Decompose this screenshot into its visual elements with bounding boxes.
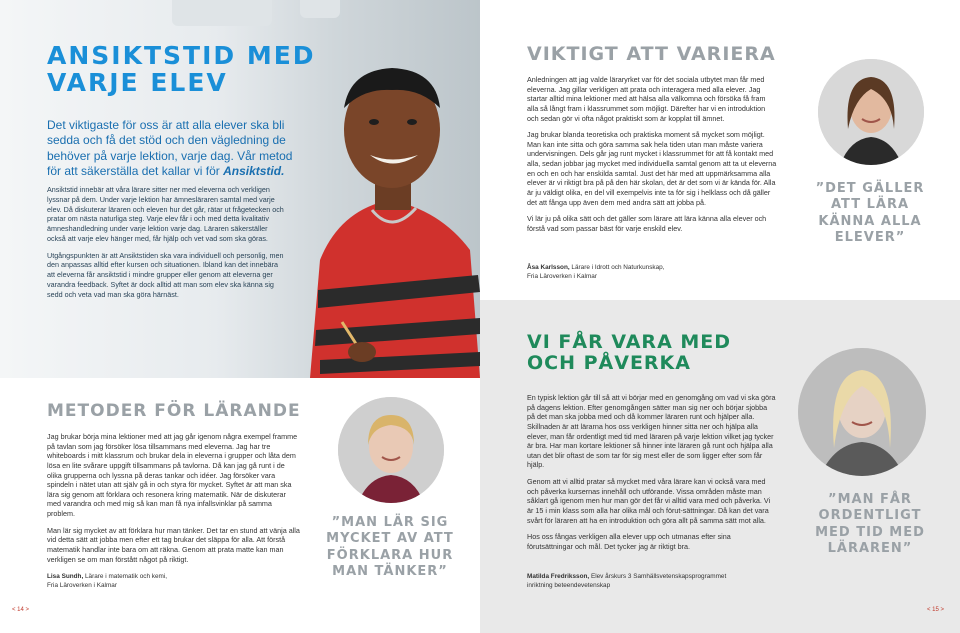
section-text — [527, 393, 777, 559]
student-portrait — [798, 348, 926, 476]
teacher-portrait — [338, 397, 444, 503]
signature-name: Lisa Sundh, — [47, 573, 84, 580]
signature-school: Fria Läroverken i Kalmar — [527, 272, 597, 280]
quote-line: KÄNNA ALLA — [818, 213, 922, 229]
paragraph: Ansiktstid innebär att våra lärare sitter ner med eleverna och verkligen lyssnar på dem. Under varje lektion har ämnesläraren samtal med varje elev. Då diskuterar läraren och eleven hur det går, rätar ut frågetecken och pratar om nästa naturliga steg. Varje elev får i och med detta kvalitativ ämneshandledning under varje lektion varje dag. Läraren säkerställer också att varje elev hänger med, får hjälp och vet vad som ska göras. — [47, 185, 284, 243]
paragraph: Jag brukar börja mina lektioner med att jag går igenom några exempel framme på tavlan som jag försöker lösa tillsammans med eleverna. Jag har tre whiteboards i mitt klassrum och brukar dela in eleverna i grupper och låta dem lösa en lite svårare uppgift tillsammans på tavlorna. Då kan jag gå runt i de olika grupperna och lyssna på deras tankar och idéer. Jag försöker vara spindeln i nätet utan att själv gå in och styra för mycket. Syftet är att man ska lära sig genom att förklara och resonera kring matematik. När de diskuterar med varandra och med mig så kan man få nya infallsvinklar på samma problem. — [47, 432, 298, 519]
section-text — [47, 432, 300, 571]
quote-line: ”DET GÄLLER — [815, 181, 925, 196]
signature — [527, 264, 777, 281]
quote-line: ”MAN LÄR SIG — [331, 515, 449, 530]
paragraph: Utgångspunkten är att Ansiktstiden ska vara individuell och personlig, men den anpassas alltid efter kursen och situationen. Ibland kan det innebära att eleverna får ansiktstid i mindre grupper eller genom att eleverna ger varandra feedback. Syftet är dock alltid att man som elev ska känna sig sedd och veta vad man ska göra härnäst. — [47, 250, 284, 299]
quote-line: MED TID MED — [815, 524, 925, 540]
pull-quote — [320, 515, 460, 580]
signature-name: Matilda Fredriksson, — [527, 573, 590, 580]
page-number: < 14 > — [12, 607, 30, 613]
quote-line: LÄRAREN” — [827, 540, 913, 556]
section-title-line: OCH PÅVERKA — [527, 351, 691, 374]
page-number: < 15 > — [926, 607, 944, 613]
main-title-line: ANSIKTSTID MED — [47, 41, 316, 70]
quote-line: FÖRKLARA HUR — [326, 547, 454, 563]
quote-line: MAN TÄNKER” — [332, 563, 448, 579]
signature-name: Åsa Karlsson, — [527, 264, 570, 271]
section-title: VIKTIGT ATT VARIERA — [527, 43, 776, 65]
paragraph: Anledningen att jag valde läraryrket var för det sociala utbytet man får med eleverna. Jag gillar verkligen att prata och interagera med alla elever. Jag startar alltid mina lektioner med att hälsa alla välkomna och försöka få fram alla så långt fram i klassrummet som möjligt. Därefter har vi en introduktion och sedan gör vi ofta något praktiskt som är kopplat till ämnet. — [527, 75, 766, 123]
paragraph: Vi lär ju på olika sätt och det gäller som lärare att lära känna alla elever och förstå vad som passar bäst för varje enskild elev. — [527, 214, 767, 233]
quote-line: ORDENTLIGT — [818, 508, 922, 524]
section-text — [527, 75, 777, 241]
signature — [47, 573, 287, 590]
pull-quote — [800, 492, 940, 557]
lead-text: Det viktigaste för oss är att alla elever ska bli sedda och få det stöd och den vägledning de behöver på varje lektion, varje dag. Vår metod för att säkerställa det kallar vi för — [47, 118, 293, 179]
ceiling-lamp-image — [300, 0, 340, 18]
signature-school: Fria Läroverken i Kalmar — [47, 581, 117, 589]
right-page — [480, 0, 960, 633]
paragraph: Hos oss fångas verkligen alla elever upp och utmanas efter sina förutsättningar och mål. Det tycker jag är riktigt bra. — [527, 532, 731, 551]
lead-emphasis: Ansiktstid. — [223, 164, 285, 179]
main-title — [47, 42, 316, 96]
teacher-portrait — [818, 59, 924, 165]
quote-line: ELEVER” — [834, 229, 906, 245]
paragraph: En typisk lektion går till så att vi börjar med en genomgång om vad vi ska göra på dagens lektion. Efter genomgången sätter man sig ner och börjar sjobba på det man ska jobba med och då kommer läraren runt och hjälper alla. Skillnaden är att lärarna hos oss verkligen hinner sitta ner och hjälpa alla elever, man får ordentligt med tid med läraren på varje lektion vilket jag tycker är bra. Har man kortare lektioner så hinner inte läraren gå runt och hjälpa alla utan det blir oftast de som tar för sig mest eller de som ligger efter som får hjälp. — [527, 393, 776, 470]
signature-role: Lärare i Idrott och Naturkunskap, — [571, 264, 665, 271]
signature-role: Elev årskurs 3 Samhällsvetenskapsprogrammet — [590, 573, 727, 580]
section-title: METODER FÖR LÄRANDE — [47, 401, 301, 421]
quote-line: ”MAN FÅR — [828, 492, 912, 507]
signature-program: inriktning beteendevetenskap — [527, 581, 611, 589]
quote-line: MYCKET AV ATT — [326, 531, 454, 547]
section-title — [527, 332, 731, 374]
intro-text — [47, 185, 287, 307]
quote-line: ATT LÄRA — [830, 197, 910, 213]
signature-role: Lärare i matematik och kemi, — [85, 573, 168, 580]
main-title-line: VARJE ELEV — [47, 68, 228, 97]
lead-paragraph — [47, 118, 297, 179]
pull-quote — [800, 181, 940, 246]
signature — [527, 573, 787, 590]
paragraph: Jag brukar blanda teoretiska och praktiska moment så mycket som möjligt. Man kan inte sitta och göra samma sak hela tiden utan man måste variera undervisningen. Dels går jag runt mycket i klassrummet för att få kontakt med alla, sedan jobbar jag mycket med individuella samtal genom att ta ut eleverna en och en och har enskilda samtal. Just det här med att uppmärksamma alla elever är vi riktigt bra på på den här skolan, det är det som vi är kända för. Alla är ju väldigt olika, en del vill exempelvis inte ta för sig i helklass och då gäller det att fånga upp även dem med andra sätt att jobba på. — [527, 130, 777, 207]
paragraph: Genom att vi alltid pratar så mycket med våra lärare kan vi också vara med och påverka kursernas innehåll och utförande. Vissa områden måste man såklart gå igenom men hur man gör det får vi alltid vara med och påverka. Vi är 15 i min klass som alla har olika mål och förut-sättningar. Då kan det vara svårt för läraren att ha en introduktion och göra allt på samma sätt mot alla. — [527, 477, 771, 525]
student-photo — [300, 60, 480, 378]
ceiling-lamp-image — [172, 0, 272, 26]
section-title-line: VI FÅR VARA MED — [527, 331, 732, 353]
paragraph: Man lär sig mycket av att förklara hur man tänker. Det tar en stund att vänja alla vid detta sätt att jobba men efter ett tag brukar det släppa för alla. Att förstå matematik handlar inte bara om att räkna. Genom att prata matte kan man verkligen se om man förstått något på riktigt. — [47, 525, 300, 564]
